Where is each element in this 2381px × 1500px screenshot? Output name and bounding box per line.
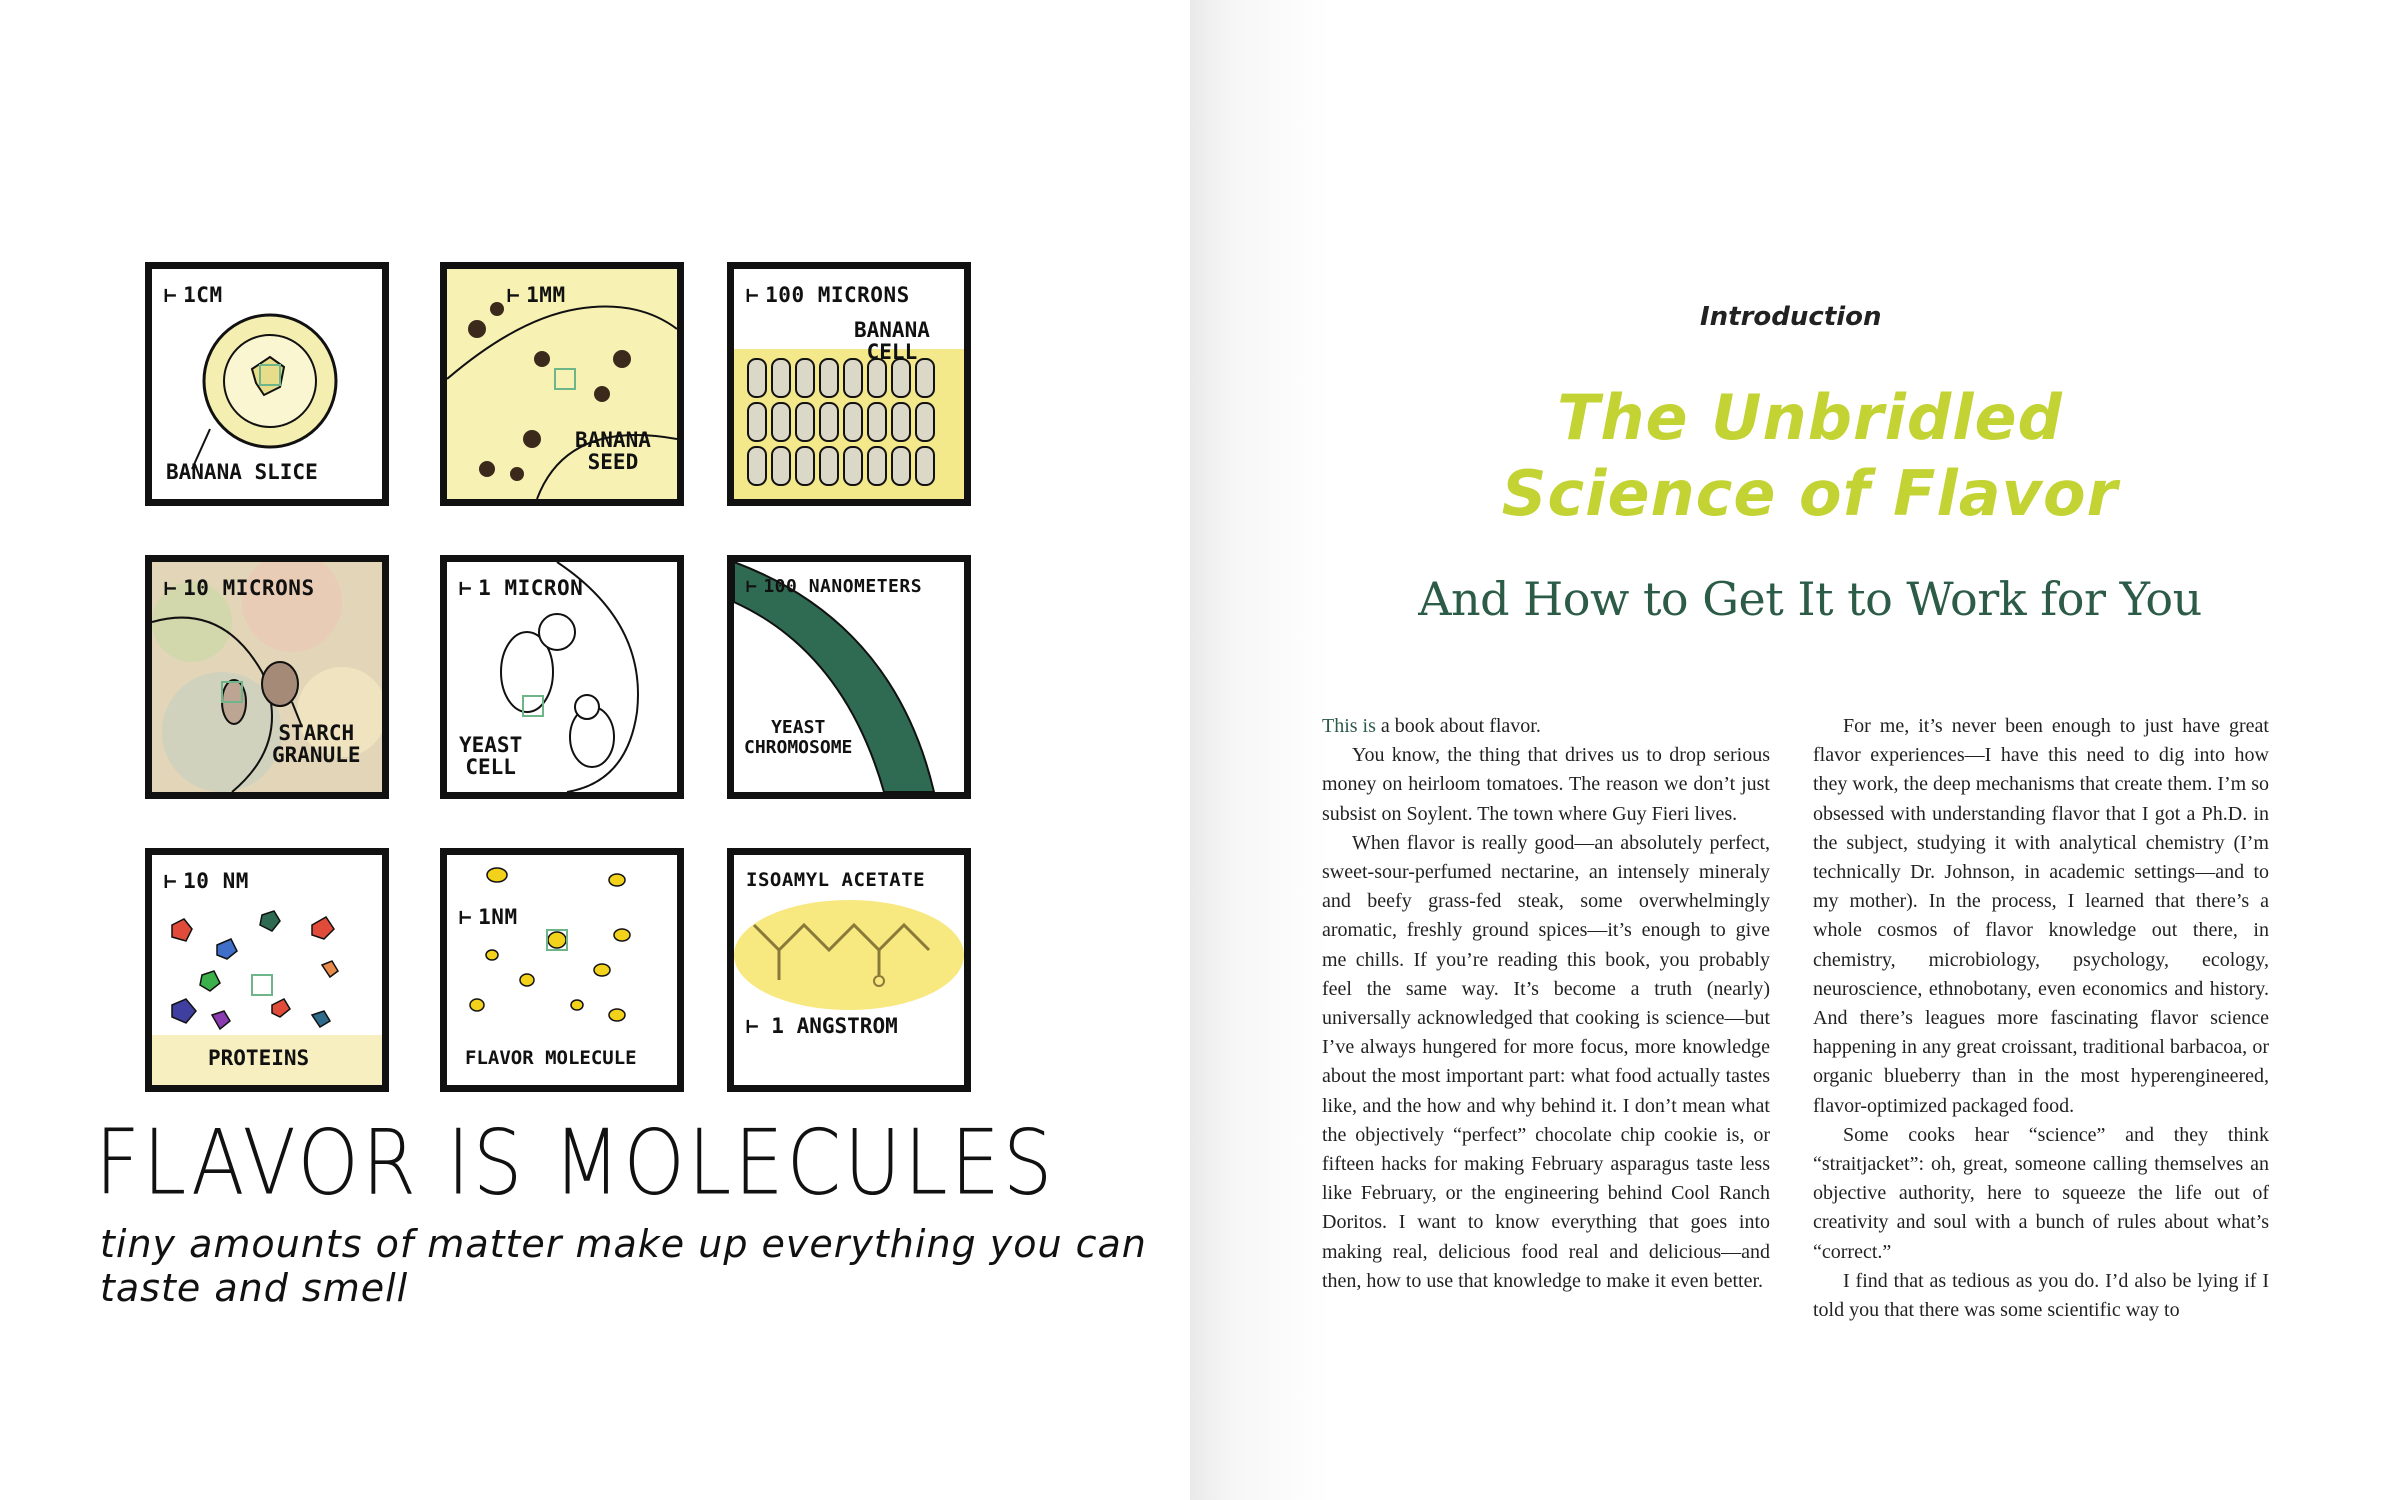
chapter-title-line-2: Science of Flavor: [1501, 457, 2119, 530]
paragraph: You know, the thing that drives us to drop serious money on heirloom tomatoes. The reason we don’t just subsist on Soylent. The town where Guy Fieri lives.: [1322, 744, 1770, 825]
paragraph: Some cooks hear “science” and they think “straitjacket”: oh, great, someone calling themselves an objective authority, here to squeeze the life out of creativity and soul with a bunch of rules about what’s “correct.”: [1813, 1123, 2269, 1263]
banana-seed-label: BANANA SEED: [575, 428, 651, 474]
banana-cell-label: BANANA CELL: [854, 318, 930, 364]
angstrom-label: ⊢ 1 ANGSTROM: [746, 1014, 898, 1038]
yeast-cell-label: YEAST CELL: [459, 733, 523, 779]
scale-label: ⊢ 100 NANOMETERS: [746, 576, 923, 597]
molecule-name-label: ISOAMYL ACETATE: [746, 869, 926, 891]
flavor-molecule-label: FLAVOR MOLECULE: [465, 1047, 637, 1069]
proteins-label: PROTEINS: [208, 1046, 310, 1070]
illustration-headline: FLAVOR IS MOLECULES: [95, 1112, 1056, 1216]
paragraph-text: a book about flavor.: [1375, 715, 1541, 737]
scale-label: ⊢ 1MM: [507, 283, 566, 307]
paragraph: For me, it’s never been enough to just have great flavor experiences—I have this need to dig into how they work, the deep mechanisms that create them. I’m so obsessed with understanding flavor that I got a Ph.D. in the subject, studying it with analytical chemistry (I’m technically Dr. Johnson, in academic settings—and to my mother). In the process, I learned that there’s a whole cosmos of flavor knowledge out there, in chemistry, microbiology, psychology, ecology, neuroscience, ethnobotany, even economics and history. And there’s leagues more fascinating flavor science happening in any great croissant, traditional barbacoa, or organic blueberry than in the most hyperengineered, flavor-optimized packaged food.: [1813, 715, 2269, 1117]
starch-granule-label: STARCH GRANULE: [272, 721, 361, 767]
illustration-caption: tiny amounts of matter make up everything you can taste and smell: [100, 1222, 1147, 1310]
panel-flavor-molecule: [440, 848, 684, 1092]
chapter-title-line-1: The Unbridled: [1557, 381, 2063, 454]
chapter-title: [1470, 380, 2150, 532]
paragraph: When flavor is really good—an absolutely perfect, sweet-sour-perfumed nectarine, an intensely mineraly and beefy grass-fed steak, some overwhelmingly aromatic, freshly ground spices—it’s enough to give me chills. If you’re reading this book, you probably feel the same way. It’s become a truth (nearly) universally acknowledged that cooking is science—but I’ve always hungered for more focus, more knowledge about the most important part: what food actually tastes like, and the how and why behind it. I don’t mean what the objectively “perfect” chocolate chip cookie is, or fifteen hacks for making February asparagus taste less like February, or the engineering behind Cool Ranch Doritos. I want to know everything that goes into making real, delicious food real and delicious—and then, how to use that knowledge to make it even better.: [1322, 831, 1770, 1292]
left-page: [0, 0, 1190, 1500]
panel-banana-cell: [727, 262, 971, 506]
panel-banana-seed: [440, 262, 684, 506]
body-column-left: [1322, 712, 1770, 1296]
scale-label: ⊢ 100 MICRONS: [746, 283, 910, 307]
panel-proteins: [145, 848, 389, 1092]
paragraph: I find that as tedious as you do. I’d also be lying if I told you that there was some scientific way to: [1813, 1269, 2269, 1322]
yeast-chromosome-label: YEAST CHROMOSOME: [744, 717, 853, 758]
panel-starch-granule: [145, 555, 389, 799]
chapter-kicker: Introduction: [1700, 302, 1882, 332]
scale-illustration-grid: [145, 262, 980, 1092]
body-column-right: [1813, 712, 2269, 1325]
panel-yeast-chromosome: [727, 555, 971, 799]
scale-label: ⊢ 1CM: [164, 283, 223, 307]
scale-label: ⊢ 1NM: [459, 905, 518, 929]
panel-yeast-cell: [440, 555, 684, 799]
paragraph: [1322, 712, 1770, 741]
scale-label: ⊢ 10 MICRONS: [164, 576, 315, 600]
scale-label: ⊢ 10 NM: [164, 869, 249, 893]
lead-in: This is: [1322, 715, 1376, 737]
banana-slice-label: BANANA SLICE: [166, 460, 318, 484]
scale-label: ⊢ 1 MICRON: [459, 576, 584, 600]
chapter-subtitle: And How to Get It to Work for You: [1418, 572, 2202, 626]
panel-banana-slice: [145, 262, 389, 506]
panel-isoamyl-acetate: [727, 848, 971, 1092]
